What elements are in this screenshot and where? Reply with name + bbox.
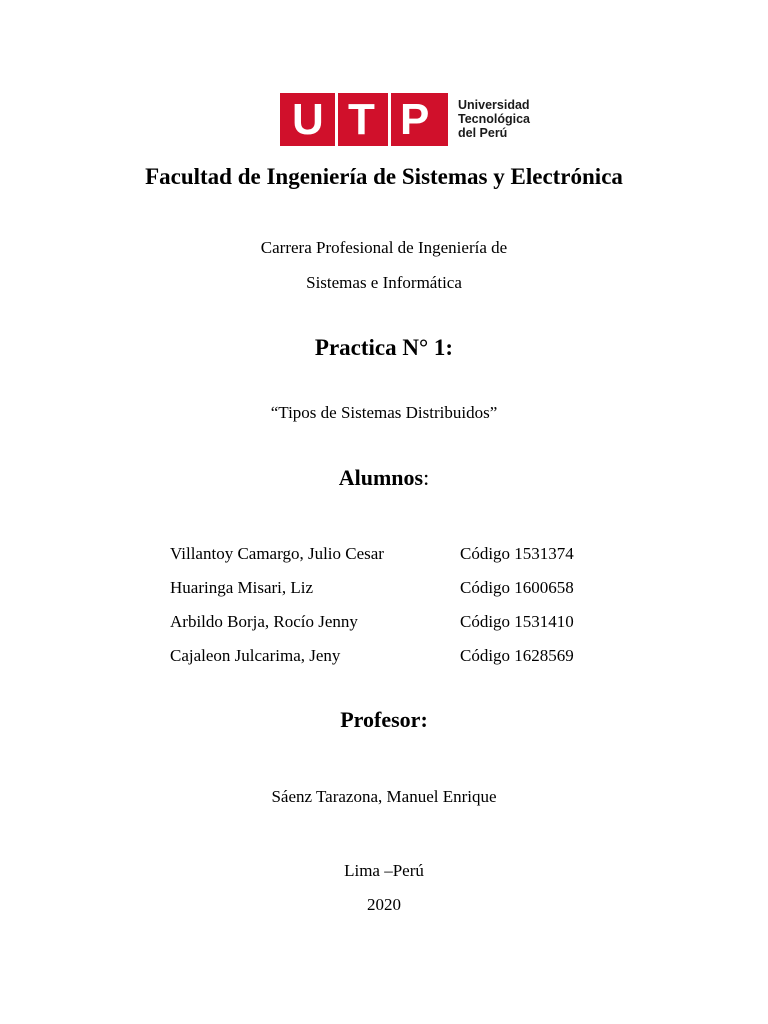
student-code: Código 1531374 [460, 544, 574, 563]
university-name-line: Universidad [458, 98, 530, 112]
student-name: Huaringa Misari, Liz [170, 578, 314, 597]
student-row [0, 543, 768, 569]
university-name-line: del Perú [458, 126, 508, 140]
city-country: Lima –Perú [344, 861, 424, 880]
student-row [0, 611, 768, 637]
university-name [458, 98, 530, 140]
student-name: Cajaleon Julcarima, Jeny [170, 646, 341, 665]
professor-heading: Profesor: [340, 707, 428, 732]
university-name-line: Tecnológica [458, 112, 531, 126]
student-code: Código 1628569 [460, 646, 574, 665]
student-code: Código 1600658 [460, 578, 574, 597]
logo-divider [335, 93, 338, 146]
utp-logo [280, 93, 448, 146]
practice-topic: “Tipos de Sistemas Distribuidos” [270, 403, 498, 422]
career-line-1: Carrera Profesional de Ingeniería de [260, 238, 508, 257]
faculty-title: Facultad de Ingeniería de Sistemas y Electrónica [145, 164, 623, 189]
professor-name: Sáenz Tarazona, Manuel Enrique [271, 787, 497, 806]
logo-letter-p: P [400, 95, 430, 144]
logo-letter-t: T [348, 95, 375, 144]
student-row [0, 645, 768, 671]
career-line-2: Sistemas e Informática [306, 273, 462, 292]
year: 2020 [367, 895, 401, 914]
logo-letter-u: U [292, 95, 324, 144]
students-heading [0, 464, 768, 492]
students-heading-label: Alumnos [338, 465, 424, 490]
student-row [0, 577, 768, 603]
student-name: Arbildo Borja, Rocío Jenny [170, 612, 358, 631]
logo-divider [388, 93, 391, 146]
student-name: Villantoy Camargo, Julio Cesar [170, 544, 384, 563]
practice-title: Practica N° 1: [314, 335, 454, 360]
students-heading-colon: : [423, 465, 430, 490]
student-code: Código 1531410 [460, 612, 574, 631]
